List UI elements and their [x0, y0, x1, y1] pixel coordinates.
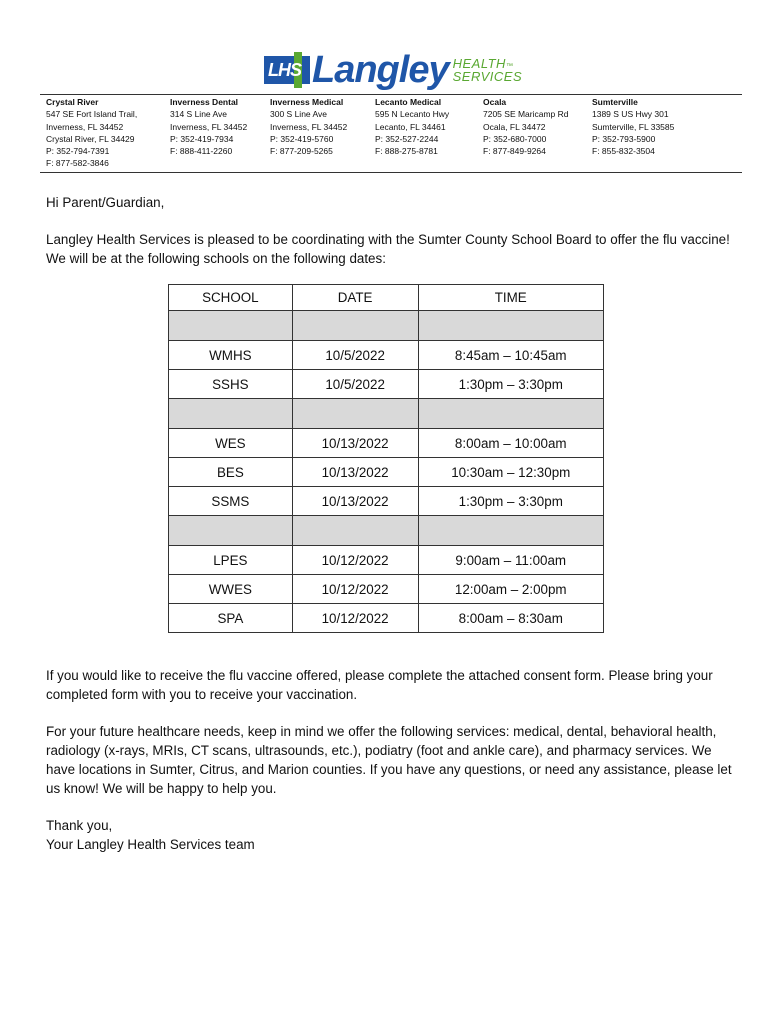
- location-line: Inverness, FL 34452: [46, 121, 124, 132]
- location-line: Crystal River, FL 34429: [46, 133, 135, 144]
- date-cell: 10/13/2022: [292, 429, 418, 458]
- date-cell: 10/12/2022: [292, 575, 418, 604]
- table-row: [169, 458, 604, 487]
- table-separator-row: [169, 311, 604, 341]
- location-sumterville: [592, 96, 674, 157]
- location-line: 300 S Line Ave: [270, 109, 328, 120]
- location-name: Lecanto Medical: [375, 97, 442, 107]
- table-row: [169, 546, 604, 575]
- time-cell: 12:00am – 2:00pm: [418, 575, 604, 604]
- location-name: Inverness Medical: [270, 97, 344, 107]
- location-inverness-medical: [270, 96, 347, 157]
- time-cell: 1:30pm – 3:30pm: [418, 487, 604, 516]
- school-cell: LPES: [169, 546, 293, 575]
- time-cell: 8:45am – 10:45am: [418, 341, 604, 370]
- location-line: F: 877-209-5265: [270, 146, 333, 157]
- school-cell: BES: [169, 458, 293, 487]
- date-cell: 10/5/2022: [292, 341, 418, 370]
- location-ocala: [483, 96, 569, 157]
- header-bottom-rule: [40, 172, 742, 173]
- location-name: Sumterville: [592, 97, 638, 107]
- table-separator-row: [169, 399, 604, 429]
- location-name: Inverness Dental: [170, 97, 239, 107]
- location-line: 7205 SE Maricamp Rd: [483, 109, 569, 120]
- location-inverness-dental: [170, 96, 247, 157]
- date-cell: 10/5/2022: [292, 370, 418, 399]
- date-cell: 10/12/2022: [292, 546, 418, 575]
- column-header-school: SCHOOL: [169, 285, 293, 311]
- signature-line: Your Langley Health Services team: [46, 837, 255, 852]
- table-row: [169, 575, 604, 604]
- location-line: P: 352-419-7934: [170, 133, 234, 144]
- location-line: F: 888-411-2260: [170, 146, 233, 157]
- time-cell: 8:00am – 10:00am: [418, 429, 604, 458]
- location-line: 547 SE Fort Island Trail,: [46, 109, 138, 120]
- locations-bar: [46, 96, 746, 172]
- location-line: P: 352-527-2244: [375, 133, 439, 144]
- table-row: [169, 604, 604, 633]
- column-header-time: TIME: [418, 285, 604, 311]
- closing-line: Thank you,: [46, 818, 113, 833]
- location-lecanto-medical: [375, 96, 449, 157]
- location-crystal-river: [46, 96, 137, 170]
- logo-subtitle: [453, 57, 523, 83]
- logo-wordmark: Langley: [312, 49, 449, 91]
- header-top-rule: [40, 94, 742, 95]
- location-line: 314 S Line Ave: [170, 109, 228, 120]
- location-line: F: 877-582-3846: [46, 158, 109, 169]
- location-name: Ocala: [483, 97, 507, 107]
- logo-sub-services: SERVICES: [452, 69, 523, 84]
- lhs-logo-mark: [264, 52, 310, 88]
- table-header-row: [169, 285, 604, 311]
- company-logo: [264, 48, 522, 92]
- consent-paragraph: If you would like to receive the flu vaccine offered, please complete the attached consent form. Please bring your completed form with you to receive your vaccination.: [46, 668, 713, 702]
- location-line: P: 352-680-7000: [483, 133, 547, 144]
- school-cell: SSHS: [169, 370, 293, 399]
- table-separator-row: [169, 516, 604, 546]
- location-line: Inverness, FL 34452: [270, 121, 348, 132]
- vaccine-schedule-table: [168, 284, 604, 633]
- school-cell: WMHS: [169, 341, 293, 370]
- time-cell: 8:00am – 8:30am: [418, 604, 604, 633]
- table-row: [169, 487, 604, 516]
- date-cell: 10/12/2022: [292, 604, 418, 633]
- school-cell: SPA: [169, 604, 293, 633]
- location-line: P: 352-793-5900: [592, 133, 656, 144]
- time-cell: 10:30am – 12:30pm: [418, 458, 604, 487]
- location-line: P: 352-419-5760: [270, 133, 334, 144]
- table-row: [169, 341, 604, 370]
- intro-paragraph: Langley Health Services is pleased to be coordinating with the Sumter County School Board to offer the flu vaccine! We will be at the following schools on the following dates:: [46, 232, 730, 266]
- date-cell: 10/13/2022: [292, 458, 418, 487]
- logo-mark-text: LHS: [268, 60, 301, 80]
- logo-trademark: ™: [505, 63, 514, 70]
- table-row: [169, 370, 604, 399]
- location-line: F: 888-275-8781: [375, 146, 438, 157]
- location-line: 1389 S US Hwy 301: [592, 109, 669, 120]
- location-line: Sumterville, FL 33585: [592, 121, 675, 132]
- location-line: F: 877-849-9264: [483, 146, 546, 157]
- column-header-date: DATE: [292, 285, 418, 311]
- location-line: Ocala, FL 34472: [483, 121, 546, 132]
- logo-sub-health: HEALTH: [452, 56, 506, 71]
- school-cell: SSMS: [169, 487, 293, 516]
- location-line: Lecanto, FL 34461: [375, 121, 446, 132]
- location-line: 595 N Lecanto Hwy: [375, 109, 450, 120]
- table-row: [169, 429, 604, 458]
- location-line: P: 352-794-7391: [46, 146, 110, 157]
- greeting: Hi Parent/Guardian,: [46, 195, 165, 210]
- school-cell: WWES: [169, 575, 293, 604]
- location-line: F: 855-832-3504: [592, 146, 655, 157]
- location-line: Inverness, FL 34452: [170, 121, 248, 132]
- time-cell: 9:00am – 11:00am: [418, 546, 604, 575]
- time-cell: 1:30pm – 3:30pm: [418, 370, 604, 399]
- date-cell: 10/13/2022: [292, 487, 418, 516]
- services-paragraph: For your future healthcare needs, keep in mind we offer the following services: medical, dental, behavioral health, radiology (x-rays, MRIs, CT scans, ultrasounds, etc.), podiatry (foot and ankle care), and pharmacy services. We have locations in Sumter, Citrus, and Marion counties. If you have any questions, or need any assistance, please let us know! We will be happy to help you.: [46, 724, 732, 796]
- school-cell: WES: [169, 429, 293, 458]
- location-name: Crystal River: [46, 97, 99, 107]
